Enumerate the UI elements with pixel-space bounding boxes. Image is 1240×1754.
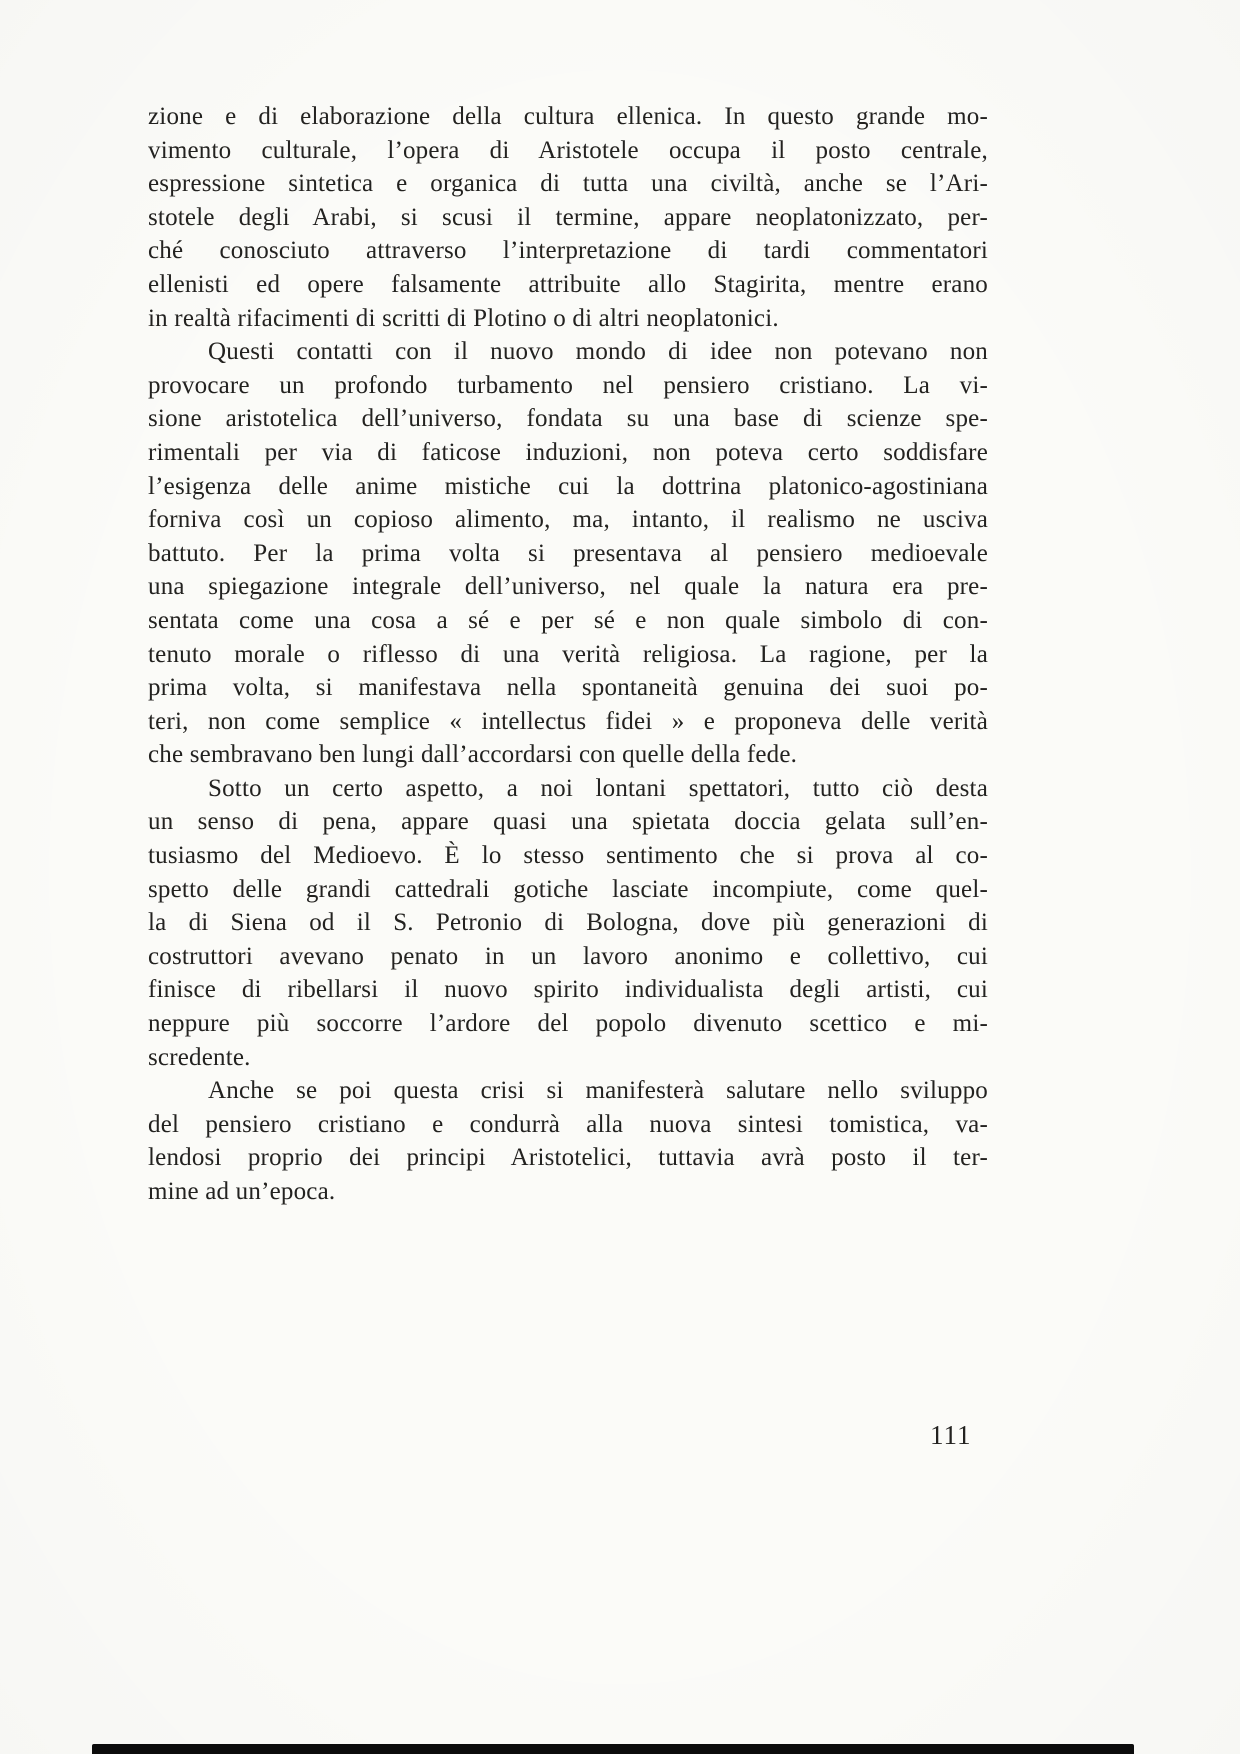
- text-block: [148, 100, 988, 1209]
- paragraph: [148, 335, 988, 772]
- paragraph: [148, 772, 988, 1074]
- paragraph: [148, 1074, 988, 1208]
- text-line: vimento culturale, l’opera di Aristotele occupa il posto centrale,: [148, 136, 988, 164]
- text-line: una spiegazione integrale dell’universo, nel quale la natura era pre-: [148, 573, 988, 601]
- text-line: rimentali per via di faticose induzioni, non poteva certo soddisfare: [148, 438, 988, 466]
- scan-artifact-bar: [92, 1744, 1134, 1754]
- text-line: sione aristotelica dell’universo, fondata su una base di scienze spe-: [148, 405, 988, 433]
- paragraph: [148, 100, 988, 335]
- text-line: Anche se poi questa crisi si manifesterà salutare nello sviluppo: [208, 1077, 988, 1105]
- text-line: in realtà rifacimenti di scritti di Plotino o di altri neoplatonici.: [148, 304, 779, 332]
- text-line: un senso di pena, appare quasi una spietata doccia gelata sull’en-: [148, 808, 988, 836]
- text-line: mine ad un’epoca.: [148, 1178, 336, 1205]
- page-number: 111: [930, 1420, 972, 1450]
- text-line: stotele degli Arabi, si scusi il termine, appare neoplatonizzato, per-: [148, 203, 988, 231]
- text-line: prima volta, si manifestava nella spontaneità genuina dei suoi po-: [148, 674, 988, 702]
- text-line: espressione sintetica e organica di tutta una civiltà, anche se l’Ari-: [148, 170, 988, 198]
- text-line: zione e di elaborazione della cultura ellenica. In questo grande mo-: [148, 103, 988, 130]
- text-line: del pensiero cristiano e condurrà alla nuova sintesi tomistica, va-: [148, 1110, 988, 1138]
- text-line: spetto delle grandi cattedrali gotiche lasciate incompiute, come quel-: [148, 875, 988, 903]
- text-line: finisce di ribellarsi il nuovo spirito individualista degli artisti, cui: [148, 976, 988, 1004]
- text-line: scredente.: [148, 1043, 251, 1071]
- text-line: lendosi proprio dei principi Aristotelici, tuttavia avrà posto il ter-: [148, 1144, 988, 1172]
- text-line: che sembravano ben lungi dall’accordarsi con quelle della fede.: [148, 741, 798, 769]
- text-line: la di Siena od il S. Petronio di Bologna, dove più generazioni di: [148, 909, 988, 937]
- text-line: battuto. Per la prima volta si presentava al pensiero medioevale: [148, 539, 988, 567]
- text-line: l’esigenza delle anime mistiche cui la dottrina platonico-agostiniana: [148, 472, 988, 500]
- text-line: tenuto morale o riflesso di una verità religiosa. La ragione, per la: [148, 640, 988, 668]
- text-line: provocare un profondo turbamento nel pensiero cristiano. La vi-: [148, 371, 988, 399]
- text-line: tusiasmo del Medioevo. È lo stesso sentimento che si prova al co-: [148, 842, 988, 870]
- text-line: costruttori avevano penato in un lavoro anonimo e collettivo, cui: [148, 942, 988, 970]
- text-line: sentata come una cosa a sé e per sé e non quale simbolo di con-: [148, 606, 988, 634]
- text-line: teri, non come semplice « intellectus fidei » e proponeva delle verità: [148, 707, 988, 735]
- text-line: Questi contatti con il nuovo mondo di idee non potevano non: [208, 338, 988, 366]
- text-line: Sotto un certo aspetto, a noi lontani spettatori, tutto ciò desta: [208, 774, 988, 802]
- text-line: forniva così un copioso alimento, ma, intanto, il realismo ne usciva: [148, 506, 988, 534]
- text-line: ché conosciuto attraverso l’interpretazione di tardi commentatori: [148, 237, 988, 265]
- text-line: ellenisti ed opere falsamente attribuite allo Stagirita, mentre erano: [148, 270, 988, 298]
- text-line: neppure più soccorre l’ardore del popolo divenuto scettico e mi-: [148, 1010, 988, 1038]
